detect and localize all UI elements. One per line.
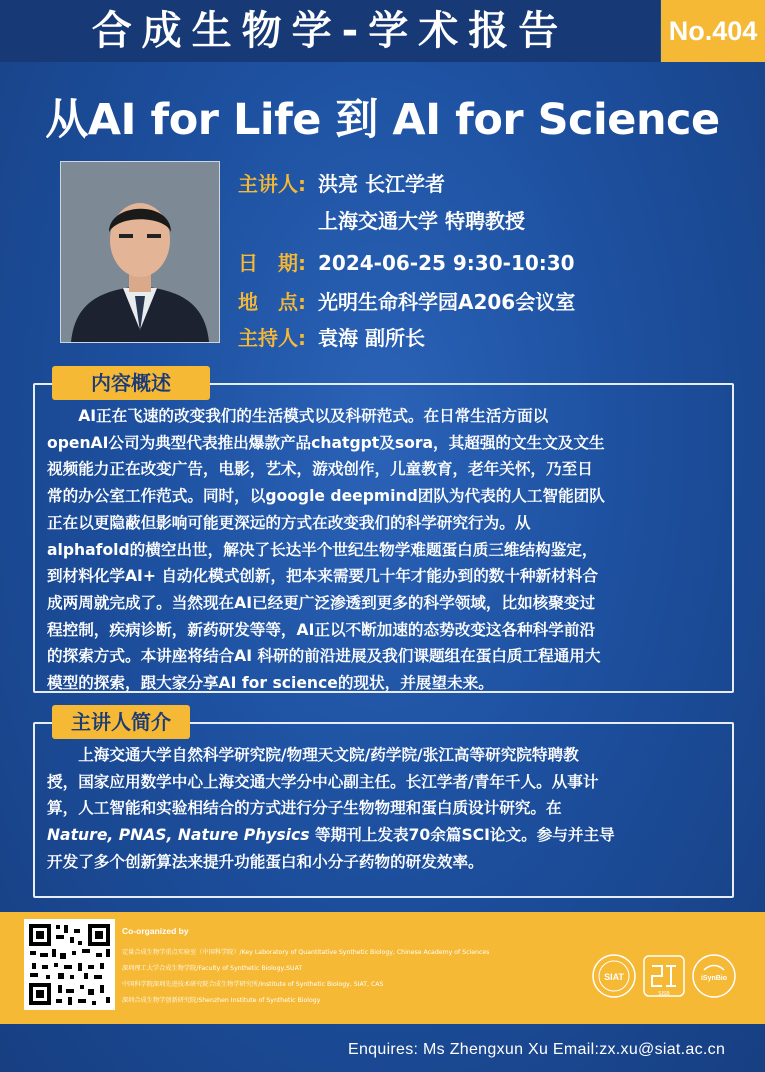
sisb-logo-icon <box>642 954 686 998</box>
speaker-label: 主讲人: <box>238 172 306 196</box>
summary-line: 视频能力正在改变广告，电影，艺术，游戏创作，儿童教育，老年关怀，乃至日 <box>47 460 593 479</box>
co-organizer-line: 定量合成生物学重点实验室（中国科学院）/Key Laboratory of Quantitative Synthetic Biology, Chinese Academy of Sciences <box>122 949 490 956</box>
summary-line: 正在以更隐蔽但影响可能更深远的方式在改变我们的科学研究行为。从 <box>47 513 531 532</box>
talk-title: 从AI for Life 到 AI for Science <box>45 95 720 145</box>
bio-heading: 主讲人简介 <box>52 705 190 739</box>
place-value: 光明生命科学园A206会议室 <box>318 290 576 314</box>
isynbio-logo-icon <box>692 954 736 998</box>
issue-badge: No.404 <box>661 0 765 62</box>
speaker-title-row <box>318 205 525 234</box>
co-organizer-line: 深圳理工大学合成生物学院/Faculty of Synthetic Biology,SUAT <box>122 965 303 972</box>
host-row <box>238 322 425 351</box>
journal-names: Nature, PNAS, Nature Physics <box>47 826 310 845</box>
contact-info: Enquires: Ms Zhengxun Xu Email:zx.xu@siat.ac.cn <box>348 1041 726 1058</box>
place-row <box>238 286 575 315</box>
logo1-text: SIAT <box>604 972 624 982</box>
bio-line <box>47 822 719 849</box>
bio-line: 上海交通大学自然科学研究院/物理天文院/药学院/张江高等研究院特聘教 <box>47 746 579 764</box>
co-organizer-line: 中国科学院深圳先进技术研究院合成生物学研究所/Institute of Synthetic Biology, SIAT, CAS <box>122 981 384 988</box>
speaker-photo <box>60 161 220 343</box>
date-value: 2024-06-25 9:30-10:30 <box>318 251 575 275</box>
header-title: 合成生物学-学术报告 <box>91 8 569 54</box>
bio-line: 算，人工智能和实验相结合的方式进行分子生物物理和蛋白质设计研究。在 <box>47 799 562 818</box>
logo2-text: SISB <box>658 991 670 997</box>
speaker-row <box>238 168 445 197</box>
bio-line-rest: 等期刊上发表70余篇SCI论文。参与并主导 <box>309 826 615 845</box>
summary-text <box>47 403 719 697</box>
speaker-name: 洪亮 长江学者 <box>318 172 445 196</box>
host-value: 袁海 副所长 <box>318 326 425 350</box>
summary-line: 模型的探索，跟大家分享AI for science的现状，并展望未来。 <box>47 674 494 693</box>
bio-line: 授，国家应用数学中心上海交通大学分中心副主任。长江学者/青年千人。从事计 <box>47 772 599 791</box>
summary-line: 成两周就完成了。当然现在AI已经更广泛渗透到更多的科学领域，比如核聚变过 <box>47 593 596 612</box>
co-organizer-title: Co-organized by <box>122 926 189 936</box>
summary-line: alphafold的横空出世，解决了长达半个世纪生物学难题蛋白质三维结构鉴定， <box>47 540 598 559</box>
bio-text <box>47 742 719 876</box>
host-label: 主持人: <box>238 326 306 350</box>
speaker-portrait-icon <box>61 162 219 342</box>
qr-code-icon[interactable] <box>24 919 115 1010</box>
date-label: 日 期: <box>238 251 306 275</box>
bio-line: 开发了多个创新算法来提升功能蛋白和小分子药物的研发效率。 <box>47 852 484 871</box>
summary-line: 到材料化学AI+ 自动化模式创新，把本来需要几十年才能办到的数十种新材料合 <box>47 567 598 586</box>
date-row <box>238 247 575 276</box>
summary-line: AI正在飞速的改变我们的生活模式以及科研范式。在日常生活方面以 <box>47 407 549 425</box>
place-label: 地 点: <box>238 290 306 314</box>
summary-heading: 内容概述 <box>52 366 210 400</box>
speaker-title: 上海交通大学 特聘教授 <box>318 209 525 233</box>
logo3-text: iSynBio <box>700 975 728 982</box>
summary-line: 的探索方式。本讲座将结合AI 科研的前沿进展及我们课题组在蛋白质工程通用大 <box>47 647 601 666</box>
summary-line: 程控制，疾病诊断，新药研发等等，AI正以不断加速的态势改变这各种科学前沿 <box>47 620 596 639</box>
co-organizer-line: 深圳合成生物学创新研究院/Shenzhen Institute of Synthetic Biology <box>122 997 321 1004</box>
siat-logo-icon <box>592 954 636 998</box>
summary-line: openAI公司为典型代表推出爆款产品chatgpt及sora，其超强的文生文及文生 <box>47 433 605 452</box>
summary-line: 常的办公室工作范式。同时，以google deepmind团队为代表的人工智能团队 <box>47 487 605 506</box>
